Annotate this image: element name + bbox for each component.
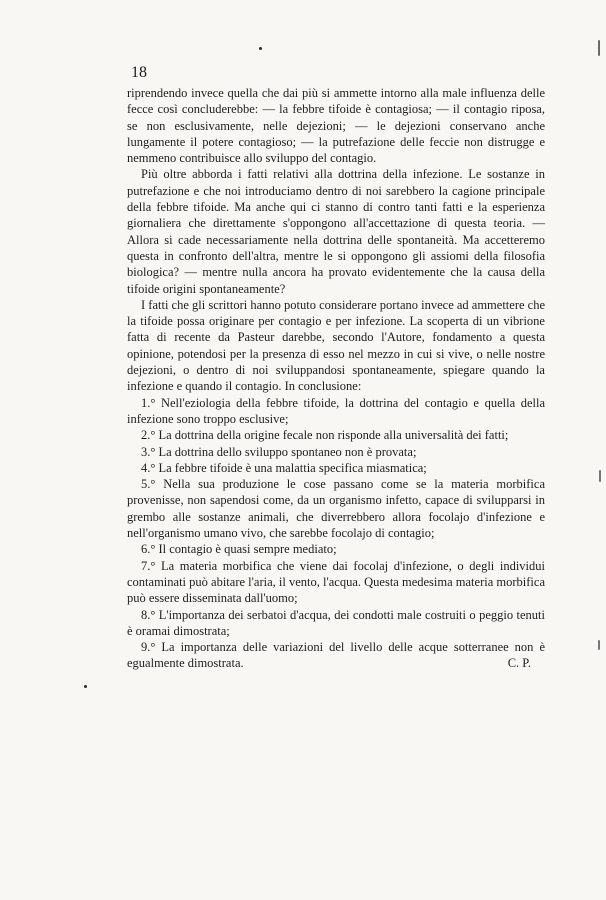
paragraph: riprendendo invece quella che dai più si ammette intorno alla male influenza delle fecce così concluderebbe: — la febbre tifoide è contagiosa; — il contagio riposa, se non esclusivamente, nelle dejezioni; — le dejezioni conservano anche lungamente il potere contagioso; — la putrefazione delle feccie non distrugge e nemmeno contribuisce allo sviluppo del contagio.: [127, 86, 545, 166]
conclusion-item: 7.° La materia morbifica che viene dai focolaj d'infezione, o degli individui contaminati può abitare l'aria, il vento, l'acqua. Questa medesima materia morbifica può essere disseminata dall'uomo;: [127, 558, 545, 606]
last-item-text: 9.° La importanza delle variazioni del livello delle acque sotterranee non è egualmente dimostrata.: [127, 640, 545, 671]
ink-speck: [598, 40, 600, 56]
ink-speck: [599, 470, 601, 482]
conclusion-item: 8.° L'importanza dei serbatoi d'acqua, dei condotti male costruiti o peggio tenuti è oramai dimostrata;: [127, 607, 545, 638]
body-text: [127, 85, 545, 672]
paragraph: Più oltre abborda i fatti relativi alla dottrina della infezione. Le sostanze in putrefazione e che noi introduciamo dentro di noi sarebbero la cagione principale della febbre tifoide. Ma anche qui ci stanno di contro tanti fatti e la esperienza giornaliera che direttamente s'oppongono all'accettazione di questa teoria. — Allora si cade necessariamente nella dottrina delle spontaneità. Ma accetteremo questa in confronto dell'altra, mentre le si oppongono gli assiomi della filosofia biologica? — mentre nulla ancora ha provato evidentemente che la causa della tifoide origini spontaneamente?: [127, 167, 545, 296]
conclusion-item: 2.° La dottrina della origine fecale non risponde alla universalità dei fatti;: [141, 428, 509, 443]
conclusion-item: 3.° La dottrina dello sviluppo spontaneo non è provata;: [141, 444, 417, 459]
ink-speck: [259, 47, 262, 50]
conclusion-item: 5.° Nella sua produzione le cose passano come se la materia morbifica provenisse, non sapendosi come, da un organismo infetto, capace di svilupparsi in grembo alle sostanze animali, che diverrebbero allora focolajo d'infezione e nell'organismo umano vivo, che sarebbe focolajo di contagio;: [127, 477, 545, 541]
conclusion-item: 4.° La febbre tifoide è una malattia specifica miasmatica;: [141, 460, 427, 475]
conclusion-item: 6.° Il contagio è quasi sempre mediato;: [141, 542, 337, 557]
conclusion-item-last: [127, 639, 545, 672]
ink-speck: [84, 685, 87, 688]
ink-speck: [598, 640, 600, 650]
conclusion-item: 1.° Nell'eziologia della febbre tifoide, la dottrina del contagio e quella della infezione sono troppo esclusive;: [127, 395, 545, 426]
signature: C. P.: [507, 656, 531, 671]
paragraph: I fatti che gli scrittori hanno potuto considerare portano invece ad ammettere che la tifoide possa originare per contagio e per infezione. La scoperta di un vibrione fatta di recente da Pasteur darebbe, secondo l'Autore, fondamento a questa opinione, potendosi per la presenza di esso nel mezzo in cui si vive, o nelle nostre dejezioni, o dentro di noi sviluppandosi spontaneamente, spiegare quando la infezione e quando il contagio. In conclusione:: [127, 297, 546, 394]
page-number: 18: [131, 64, 147, 81]
